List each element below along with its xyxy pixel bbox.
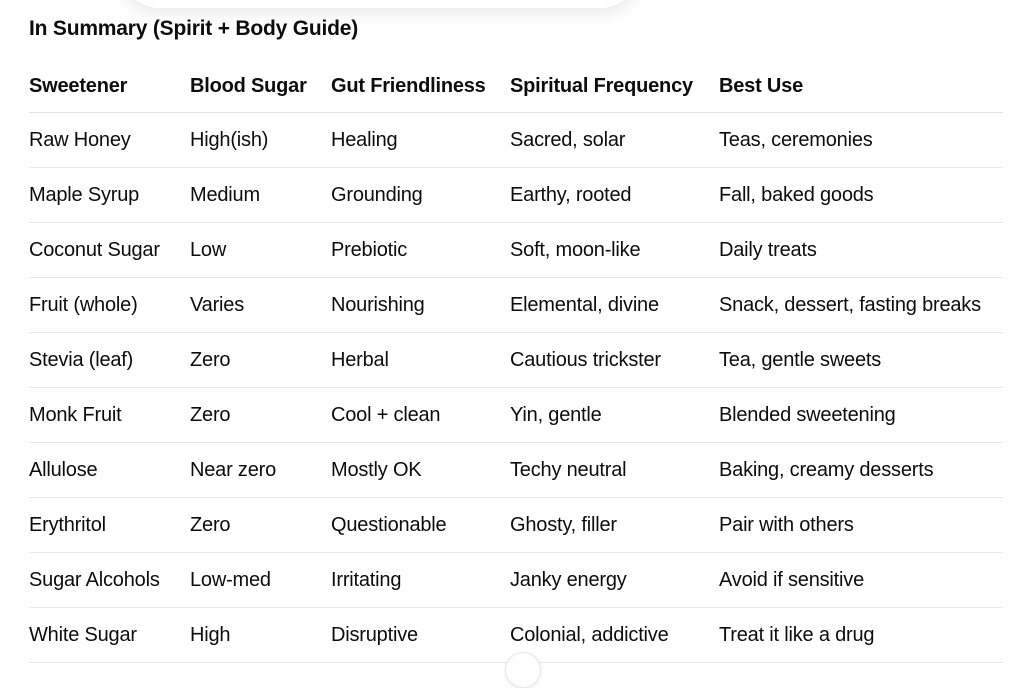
table-cell: Pair with others — [719, 498, 1003, 553]
table-cell: Nourishing — [331, 278, 510, 333]
table-row — [29, 168, 1003, 223]
table-cell: Yin, gentle — [510, 388, 719, 443]
table-cell: Mostly OK — [331, 443, 510, 498]
table-row — [29, 223, 1003, 278]
table-cell: Grounding — [331, 168, 510, 223]
column-header-gut-friendliness: Gut Friendliness — [331, 60, 510, 113]
table-cell: Elemental, divine — [510, 278, 719, 333]
table-row — [29, 388, 1003, 443]
table-cell: Techy neutral — [510, 443, 719, 498]
table-cell: Zero — [190, 498, 331, 553]
table-cell: Sacred, solar — [510, 113, 719, 168]
table-cell: White Sugar — [29, 608, 190, 663]
column-header-blood-sugar: Blood Sugar — [190, 60, 331, 113]
table-cell: Medium — [190, 168, 331, 223]
table-cell: Cautious trickster — [510, 333, 719, 388]
table-cell: Herbal — [331, 333, 510, 388]
table-cell: Monk Fruit — [29, 388, 190, 443]
table-row — [29, 333, 1003, 388]
table-row — [29, 278, 1003, 333]
section-heading: In Summary (Spirit + Body Guide) — [29, 17, 359, 40]
table-cell: Fruit (whole) — [29, 278, 190, 333]
column-header-best-use: Best Use — [719, 60, 1003, 113]
table-cell: Allulose — [29, 443, 190, 498]
table-cell: Teas, ceremonies — [719, 113, 1003, 168]
table-cell: Tea, gentle sweets — [719, 333, 1003, 388]
table-cell: Low — [190, 223, 331, 278]
table-row — [29, 113, 1003, 168]
column-header-sweetener: Sweetener — [29, 60, 190, 113]
table-cell: Soft, moon-like — [510, 223, 719, 278]
table-cell: Maple Syrup — [29, 168, 190, 223]
table-row — [29, 553, 1003, 608]
table-cell: Zero — [190, 388, 331, 443]
table-cell: Raw Honey — [29, 113, 190, 168]
table-cell: Daily treats — [719, 223, 1003, 278]
table-cell: Blended sweetening — [719, 388, 1003, 443]
table-cell: Disruptive — [331, 608, 510, 663]
table-cell: Snack, dessert, fasting breaks — [719, 278, 1003, 333]
sweetener-summary-table — [29, 60, 1003, 663]
table-row — [29, 443, 1003, 498]
table-cell: Earthy, rooted — [510, 168, 719, 223]
table-cell: Zero — [190, 333, 331, 388]
table-cell: Baking, creamy desserts — [719, 443, 1003, 498]
table-cell: Stevia (leaf) — [29, 333, 190, 388]
table-cell: Ghosty, filler — [510, 498, 719, 553]
table-cell: High(ish) — [190, 113, 331, 168]
table-cell: Questionable — [331, 498, 510, 553]
table-cell: Irritating — [331, 553, 510, 608]
table-cell: Prebiotic — [331, 223, 510, 278]
table-cell: Cool + clean — [331, 388, 510, 443]
table-cell: Fall, baked goods — [719, 168, 1003, 223]
table-cell: Coconut Sugar — [29, 223, 190, 278]
table-cell: Erythritol — [29, 498, 190, 553]
table-cell: Avoid if sensitive — [719, 553, 1003, 608]
column-header-spiritual-frequency: Spiritual Frequency — [510, 60, 719, 113]
table-cell: Treat it like a drug — [719, 608, 1003, 663]
table-cell: Low-med — [190, 553, 331, 608]
table-cell: Near zero — [190, 443, 331, 498]
table-cell: Colonial, addictive — [510, 608, 719, 663]
table-cell: Janky energy — [510, 553, 719, 608]
table-cell: Varies — [190, 278, 331, 333]
scroll-to-bottom-button[interactable] — [505, 652, 541, 688]
table-header-row — [29, 60, 1003, 113]
table-cell: High — [190, 608, 331, 663]
table-cell: Healing — [331, 113, 510, 168]
top-floating-bar-shadow — [120, 0, 640, 8]
table-cell: Sugar Alcohols — [29, 553, 190, 608]
table-row — [29, 498, 1003, 553]
